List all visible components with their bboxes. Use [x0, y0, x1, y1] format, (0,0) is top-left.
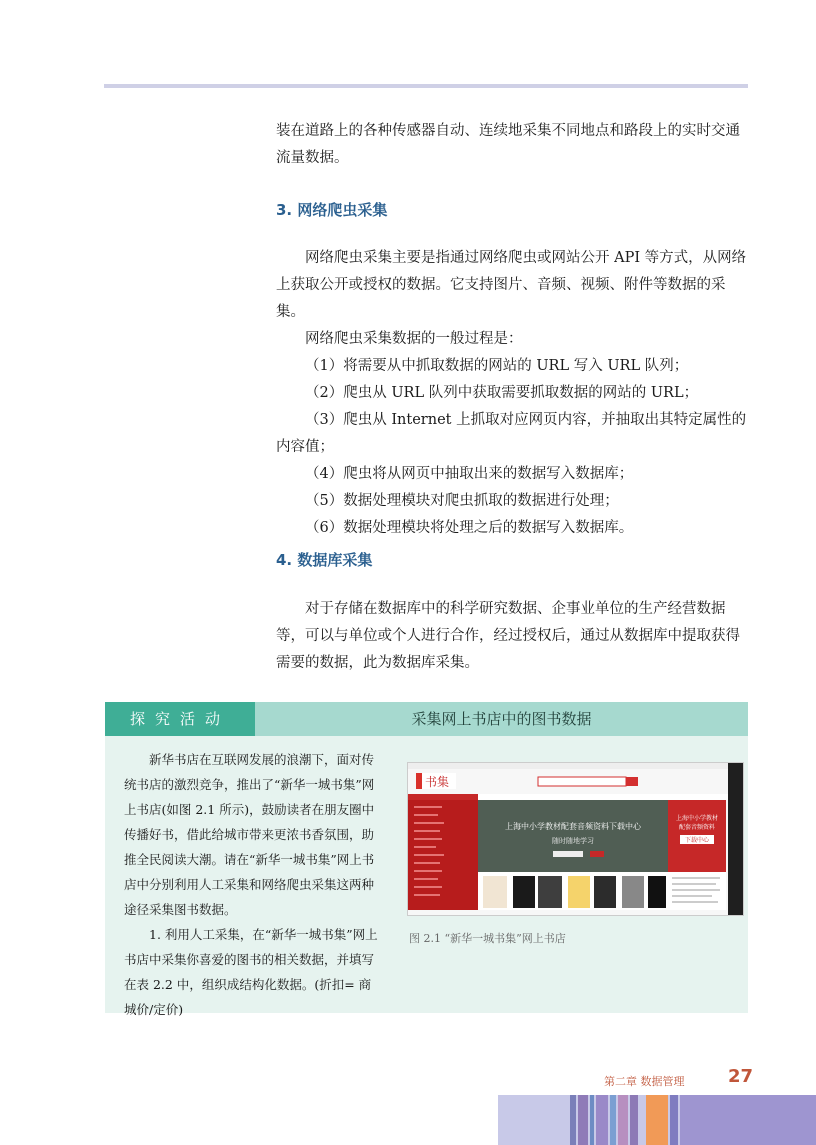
activity-text — [124, 747, 382, 1022]
section3-body — [276, 245, 748, 542]
intro-text: 装在道路上的各种传感器自动、连续地采集不同地点和路段上的实时交通流量数据。 — [276, 123, 740, 166]
activity-tag: 探究活动 — [105, 702, 255, 736]
footer-chapter: 第二章 数据管理 — [604, 1075, 685, 1088]
bookstore-screenshot-drawing — [408, 763, 743, 915]
section4-heading: 4. 数据库采集 — [276, 551, 373, 569]
step-2: （2）爬虫从 URL 队列中获取需要抓取数据的网站的 URL； — [305, 385, 699, 401]
section3-heading: 3. 网络爬虫采集 — [276, 201, 388, 219]
intro-paragraph — [276, 118, 748, 172]
bookstore-screenshot — [407, 762, 744, 916]
banner-subtitle: 随时随地学习 — [552, 837, 594, 845]
side-ad-line2: 配套音频资料 — [678, 824, 716, 831]
figure-caption: 图 2.1 “新华一城书集”网上书店 — [409, 932, 566, 945]
step-5: （5）数据处理模块对爬虫抓取的数据进行处理； — [305, 493, 619, 509]
footer-decoration — [498, 1095, 816, 1145]
step-1: （1）将需要从中抓取数据的网站的 URL 写入 URL 队列； — [305, 358, 689, 374]
section4-body — [276, 596, 748, 677]
activity-box — [105, 702, 748, 1017]
activity-para2: 1. 利用人工采集，在“新华一城书集”网上书店中采集你喜爱的图书的相关数据，并填写在表 2.2 中，组织成结构化数据。(折扣= 商城价/定价) — [124, 927, 378, 1017]
activity-para1: 新华书店在互联网发展的浪潮下，面对传统书店的激烈竞争，推出了“新华一城书集”网上书店(如图 2.1 所示)，鼓励读者在朋友圈中传播好书，借此给城市带来更浓书香氛围，助推全民阅读大潮。请在“新华一城书集”网上书店中分别利用人工采集和网络爬虫采集这两种途径采集图书数据。 — [124, 752, 375, 917]
section4-para1: 对于存储在数据库中的科学研究数据、企事业单位的生产经营数据等，可以与单位或个人进行合作，经过授权后，通过从数据库中提取获得需要的数据，此为数据库采集。 — [276, 601, 740, 671]
top-rule — [104, 84, 748, 88]
page-number: 27 — [728, 1066, 754, 1087]
step-4: （4）爬虫将从网页中抽取出来的数据写入数据库； — [305, 466, 634, 482]
side-ad-button: 下载中心 — [684, 837, 710, 844]
banner-title: 上海中小学教材配套音频资料下载中心 — [505, 822, 641, 831]
section3-para2: 网络爬虫采集数据的一般过程是： — [305, 331, 523, 347]
site-logo: 书集 — [425, 775, 450, 789]
step-6: （6）数据处理模块将处理之后的数据写入数据库。 — [305, 520, 634, 536]
step-3: （3）爬虫从 Internet 上抓取对应网页内容，并抽取出其特定属性的内容值； — [276, 412, 747, 455]
section3-para1: 网络爬虫采集主要是指通过网络爬虫或网站公开 API 等方式，从网络上获取公开或授权的数据。它支持图片、音频、视频、附件等数据的采集。 — [276, 250, 747, 320]
side-ad-line1: 上海中小学教材 — [675, 815, 719, 822]
activity-header — [105, 702, 748, 736]
activity-title: 采集网上书店中的图书数据 — [411, 710, 592, 728]
